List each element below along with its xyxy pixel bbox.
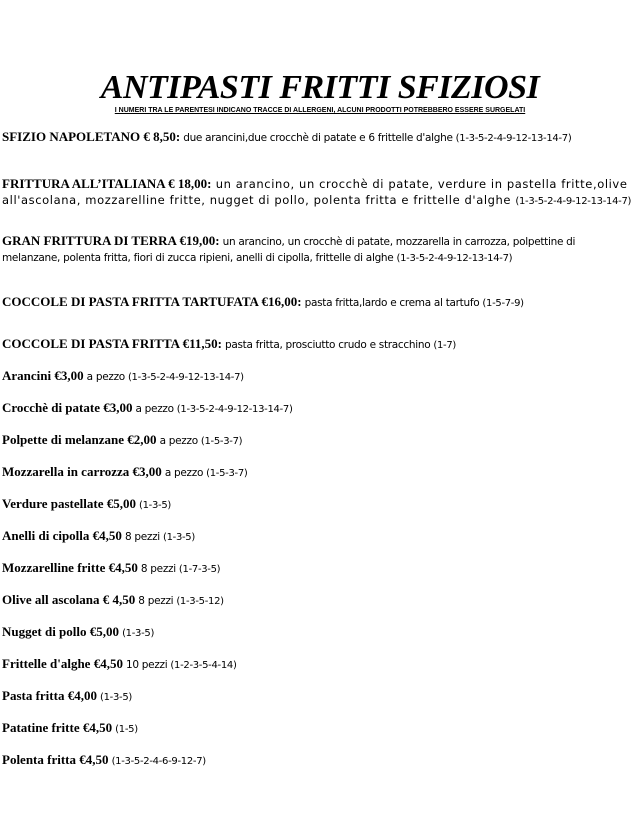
item-description: 8 pezzi — [137, 563, 179, 575]
menu-item — [2, 129, 636, 145]
item-name: Olive all ascolana € 4,50 — [2, 592, 136, 607]
menu-item — [2, 176, 636, 208]
menu-item — [2, 336, 636, 352]
menu-item — [2, 624, 636, 640]
item-allergens: (1-5-7-9) — [482, 298, 524, 309]
item-description: a pezzo — [132, 403, 177, 415]
menu-item — [2, 400, 636, 416]
menu-item — [2, 368, 636, 384]
item-name: SFIZIO NAPOLETANO € 8,50: — [2, 129, 181, 144]
item-name: Arancini €3,00 — [2, 368, 84, 383]
item-name: COCCOLE DI PASTA FRITTA TARTUFATA €16,00: — [2, 294, 302, 309]
item-allergens: (1-5-3-7) — [200, 436, 243, 447]
item-allergens: (1-3-5-2-4-9-12-13-14-7) — [127, 372, 244, 383]
item-name: Crocchè di patate €3,00 — [2, 400, 133, 415]
menu-item — [2, 688, 636, 704]
item-allergens: (1-3-5) — [162, 532, 195, 543]
menu-item — [2, 528, 636, 544]
item-description: pasta fritta,lardo e crema al tartufo — [301, 297, 483, 309]
item-description: un arancino, un crocchè di patate, mozzarella in carrozza, polpettine di melanzane, polenta fritta, fiori di zucca ripieni, anelli di cipolla, frittelle di alghe — [2, 236, 576, 264]
item-allergens: (1-3-5) — [139, 500, 172, 511]
item-name: COCCOLE DI PASTA FRITTA €11,50: — [2, 336, 222, 351]
menu-item — [2, 656, 636, 672]
item-description: 8 pezzi — [121, 531, 163, 543]
allergen-notice: I NUMERI TRA LE PARENTESI INDICANO TRACCE DI ALLERGENI, ALCUNI PRODOTTI POTREBBERO ESSERE SURGELATI — [114, 107, 526, 114]
item-allergens: (1-3-5) — [100, 692, 133, 703]
item-description: pasta fritta, prosciutto crudo e stracchino — [221, 339, 434, 351]
item-allergens: (1-7-3-5) — [178, 564, 221, 575]
item-description: a pezzo — [156, 435, 201, 447]
menu-item — [2, 464, 636, 480]
item-description: 10 pezzi — [122, 659, 171, 671]
item-allergens: (1-5-3-7) — [206, 468, 248, 479]
item-allergens: (1-3-5-2-4-6-9-12-7) — [111, 756, 206, 767]
item-name: Verdure pastellate €5,00 — [2, 496, 136, 511]
page-title: ANTIPASTI FRITTI SFIZIOSI — [100, 69, 540, 106]
item-name: FRITTURA ALL’ITALIANA € 18,00: — [2, 176, 212, 191]
item-description: un arancino, un crocchè di patate, verdure in pastella fritte,olive all'ascolana, mozzarelline fritte, nugget di pollo, polenta fritta e frittelle d'alghe — [2, 177, 628, 207]
menu-item — [2, 752, 636, 768]
item-description: 8 pezzi — [135, 595, 177, 607]
item-allergens: (1-3-5-2-4-9-12-13-14-7) — [176, 404, 293, 415]
menu-item — [2, 496, 636, 512]
menu-item — [2, 592, 636, 608]
item-allergens: (1-3-5-2-4-9-12-13-14-7) — [455, 133, 572, 144]
item-description: a pezzo — [161, 467, 207, 479]
item-name: Frittelle d'alghe €4,50 — [2, 656, 123, 671]
item-name: GRAN FRITTURA DI TERRA €19,00: — [2, 233, 220, 248]
item-allergens: (1-3-5) — [122, 628, 155, 639]
item-allergens: (1-2-3-5-4-14) — [170, 660, 237, 671]
menu-item — [2, 560, 636, 576]
item-name: Mozzarella in carrozza €3,00 — [2, 464, 162, 479]
item-name: Polpette di melanzane €2,00 — [2, 432, 157, 447]
item-name: Pasta fritta €4,00 — [2, 688, 97, 703]
item-name: Mozzarelline fritte €4,50 — [2, 560, 138, 575]
item-name: Patatine fritte €4,50 — [2, 720, 113, 735]
item-allergens: (1-3-5-2-4-9-12-13-14-7) — [396, 253, 513, 264]
item-description: due arancini,due crocchè di patate e 6 frittelle d'alghe — [180, 132, 456, 144]
item-name: Anelli di cipolla €4,50 — [2, 528, 122, 543]
item-description: a pezzo — [83, 371, 128, 383]
menu-item — [2, 233, 636, 265]
item-allergens: (1-5) — [115, 724, 138, 735]
item-name: Polenta fritta €4,50 — [2, 752, 109, 767]
menu-item — [2, 432, 636, 448]
item-allergens: (1-3-5-12) — [176, 596, 224, 607]
menu-item — [2, 720, 636, 736]
item-allergens: (1-7) — [433, 340, 456, 351]
menu-list — [0, 115, 636, 768]
item-name: Nugget di pollo €5,00 — [2, 624, 120, 639]
menu-item — [2, 294, 636, 310]
item-allergens: (1-3-5-2-4-9-12-13-14-7) — [515, 196, 632, 207]
